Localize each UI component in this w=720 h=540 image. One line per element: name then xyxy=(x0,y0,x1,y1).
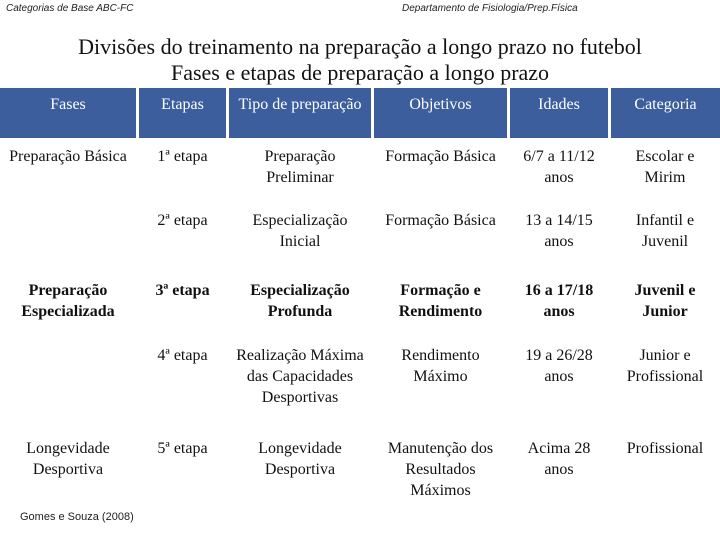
etapa-cell: 5ª etapa xyxy=(157,440,208,457)
tipo-cell: Especialização Inicial xyxy=(252,212,348,250)
header-objetivos: Objetivos xyxy=(374,88,507,138)
page-title xyxy=(0,34,720,86)
etapa-cell: 3ª etapa xyxy=(155,282,210,299)
header-fases: Fases xyxy=(0,88,136,138)
objetivo-cell: Manutenção dos Resultados Máximos xyxy=(387,440,494,499)
tipo-cell: Especialização Profunda xyxy=(250,282,350,320)
categoria-cell: Junior e Profissional xyxy=(626,347,704,385)
objetivo-cell: Formação Básica xyxy=(385,148,496,165)
etapa-cell: 2ª etapa xyxy=(157,212,208,229)
objetivo-cell: Formação Básica xyxy=(385,212,496,229)
etapa-cell: 4ª etapa xyxy=(157,347,208,364)
title-line-2: Fases e etapas de preparação a longo prazo xyxy=(170,60,550,85)
objetivo-cell: Formação e Rendimento xyxy=(398,282,483,320)
idade-cell: 13 a 14/15 anos xyxy=(525,212,593,250)
citation: Gomes e Souza (2008) xyxy=(20,511,134,523)
header-tipo: Tipo de preparação xyxy=(229,88,371,138)
etapa-cell: 1ª etapa xyxy=(157,148,208,165)
phase-cell: Preparação Básica xyxy=(9,148,127,165)
phase-cell: Longevidade Desportiva xyxy=(26,440,110,478)
categoria-cell: Infantil e Juvenil xyxy=(635,212,695,250)
header-right-label: Departamento de Fisiologia/Prep.Física xyxy=(402,3,578,14)
phase-cell: Preparação Especializada xyxy=(21,282,115,320)
header-etapas: Etapas xyxy=(139,88,226,138)
header-categoria: Categoria xyxy=(611,88,720,138)
categoria-cell: Escolar e Mirim xyxy=(635,148,695,186)
categoria-cell: Profissional xyxy=(626,440,704,457)
tipo-cell: Preparação Preliminar xyxy=(264,148,336,186)
idade-cell: 16 a 17/18 anos xyxy=(524,282,594,320)
categoria-cell: Juvenil e Junior xyxy=(634,282,696,320)
tipo-cell: Longevidade Desportiva xyxy=(258,440,342,478)
idade-cell: 19 a 26/28 anos xyxy=(525,347,593,385)
phases-table xyxy=(0,88,720,508)
idade-cell: 6/7 a 11/12 anos xyxy=(523,148,595,186)
header-left-label: Categorias de Base ABC-FC xyxy=(6,3,134,14)
tipo-cell: Realização Máxima das Capacidades Desportivas xyxy=(236,347,364,406)
title-line-1: Divisões do treinamento na preparação a longo prazo no futebol xyxy=(78,34,642,59)
objetivo-cell: Rendimento Máximo xyxy=(401,347,480,385)
idade-cell: Acima 28 anos xyxy=(527,440,591,478)
header-idades: Idades xyxy=(510,88,608,138)
